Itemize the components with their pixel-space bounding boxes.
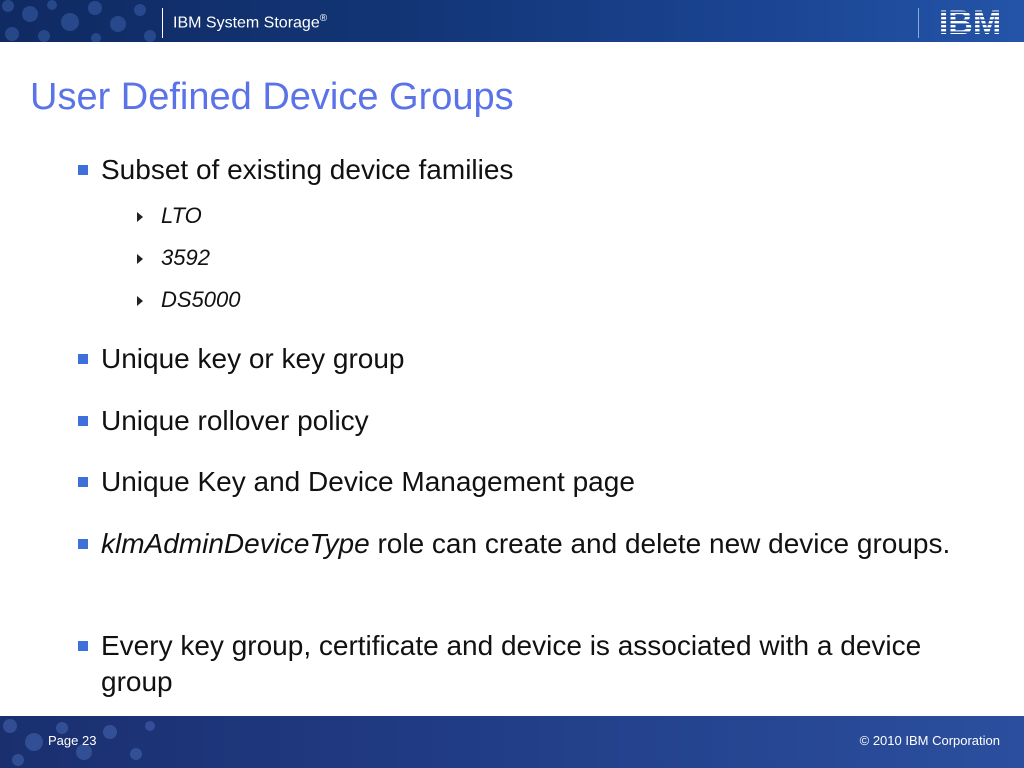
bullet-text: Unique rollover policy: [101, 405, 369, 436]
bullet-item: [78, 526, 978, 562]
copyright-notice: © 2010 IBM Corporation: [859, 733, 1000, 748]
square-bullet-icon: [78, 354, 88, 364]
logo-divider: [918, 8, 919, 38]
bullet-item: [78, 628, 978, 700]
page-number: Page 23: [48, 733, 97, 748]
sub-bullet-item: [137, 202, 202, 230]
bullet-text: Subset of existing device families: [101, 154, 514, 185]
bullet-item: [78, 403, 978, 439]
sub-bullet-text: LTO: [161, 203, 202, 228]
square-bullet-icon: [78, 539, 88, 549]
bullet-item: [78, 341, 978, 377]
arrow-bullet-icon: [137, 296, 143, 306]
footer-band: [0, 716, 1024, 768]
slide-title: User Defined Device Groups: [30, 76, 514, 118]
sub-bullet-item: [137, 286, 241, 314]
header-divider: [162, 8, 163, 38]
bullet-item: [78, 464, 978, 500]
header-band: [0, 0, 1024, 42]
svg-text:IBM: IBM: [938, 5, 1002, 37]
square-bullet-icon: [78, 477, 88, 487]
arrow-bullet-icon: [137, 212, 143, 222]
role-name: klmAdminDeviceType: [101, 528, 370, 559]
sub-bullet-text: DS5000: [161, 287, 241, 312]
brand-label: IBM System Storage®: [173, 13, 328, 32]
bullet-text: Unique key or key group: [101, 343, 405, 374]
square-bullet-icon: [78, 641, 88, 651]
bullet-text: Unique Key and Device Management page: [101, 466, 635, 497]
bullet-text-rest: role can create and delete new device groups.: [369, 528, 951, 559]
bullet-text: Every key group, certificate and device is associated with a device group: [101, 630, 922, 697]
square-bullet-icon: [78, 165, 88, 175]
bullet-item: [78, 152, 978, 188]
arrow-bullet-icon: [137, 254, 143, 264]
dot-pattern-decoration: [0, 0, 160, 42]
ibm-logo-icon: [930, 5, 1010, 37]
bullet-text: [101, 526, 978, 562]
sub-bullet-text: 3592: [161, 245, 210, 270]
square-bullet-icon: [78, 416, 88, 426]
sub-bullet-item: [137, 244, 210, 272]
